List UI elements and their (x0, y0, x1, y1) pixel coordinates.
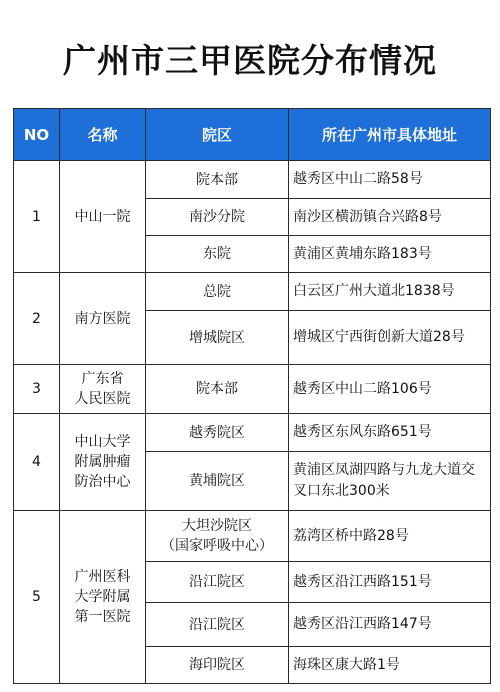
campus-address: 越秀区中山二路106号 (289, 365, 491, 414)
table-row (14, 365, 491, 414)
table-row (14, 161, 491, 199)
campus-name: 黄埔院区 (146, 452, 289, 511)
hospital-name: 中山一院 (60, 161, 146, 273)
campus-name: 增城院区 (146, 311, 289, 365)
row-number: 1 (14, 161, 60, 273)
table-row (14, 414, 491, 452)
campus-address: 越秀区东风东路651号 (289, 414, 491, 452)
header-address: 所在广州市具体地址 (289, 109, 491, 161)
campus-address: 越秀区中山二路58号 (289, 161, 491, 199)
header-name: 名称 (60, 109, 146, 161)
hospital-name: 南方医院 (60, 273, 146, 365)
row-number: 5 (14, 511, 60, 684)
campus-address: 越秀区沿江西路151号 (289, 562, 491, 603)
campus-name: 沿江院区 (146, 603, 289, 647)
row-number: 2 (14, 273, 60, 365)
campus-name: 沿江院区 (146, 562, 289, 603)
campus-name: 院本部 (146, 161, 289, 199)
campus-address: 越秀区沿江西路147号 (289, 603, 491, 647)
campus-address: 白云区广州大道北1838号 (289, 273, 491, 311)
campus-name: 大坦沙院区 （国家呼吸中心） (146, 511, 289, 562)
campus-name: 越秀院区 (146, 414, 289, 452)
campus-name: 总院 (146, 273, 289, 311)
campus-name: 东院 (146, 236, 289, 273)
campus-address: 海珠区康大路1号 (289, 647, 491, 684)
table-header-row (14, 109, 491, 161)
hospital-name: 广东省 人民医院 (60, 365, 146, 414)
row-number: 3 (14, 365, 60, 414)
page-title: 广州市三甲医院分布情况 (63, 41, 437, 80)
campus-name: 院本部 (146, 365, 289, 414)
campus-address: 黄浦区凤湖四路与九龙大道交叉口东北300米 (289, 452, 491, 511)
campus-name: 南沙分院 (146, 199, 289, 236)
campus-address: 南沙区横沥镇合兴路8号 (289, 199, 491, 236)
header-no: NO (14, 109, 60, 161)
campus-address: 增城区宁西街创新大道28号 (289, 311, 491, 365)
row-number: 4 (14, 414, 60, 511)
hospital-name: 中山大学 附属肿瘤 防治中心 (60, 414, 146, 511)
table-row (14, 511, 491, 562)
campus-name: 海印院区 (146, 647, 289, 684)
header-campus: 院区 (146, 109, 289, 161)
table-row (14, 273, 491, 311)
hospital-table (13, 108, 491, 684)
campus-address: 黄浦区黄埔东路183号 (289, 236, 491, 273)
campus-address: 荔湾区桥中路28号 (289, 511, 491, 562)
hospital-name: 广州医科 大学附属 第一医院 (60, 511, 146, 684)
